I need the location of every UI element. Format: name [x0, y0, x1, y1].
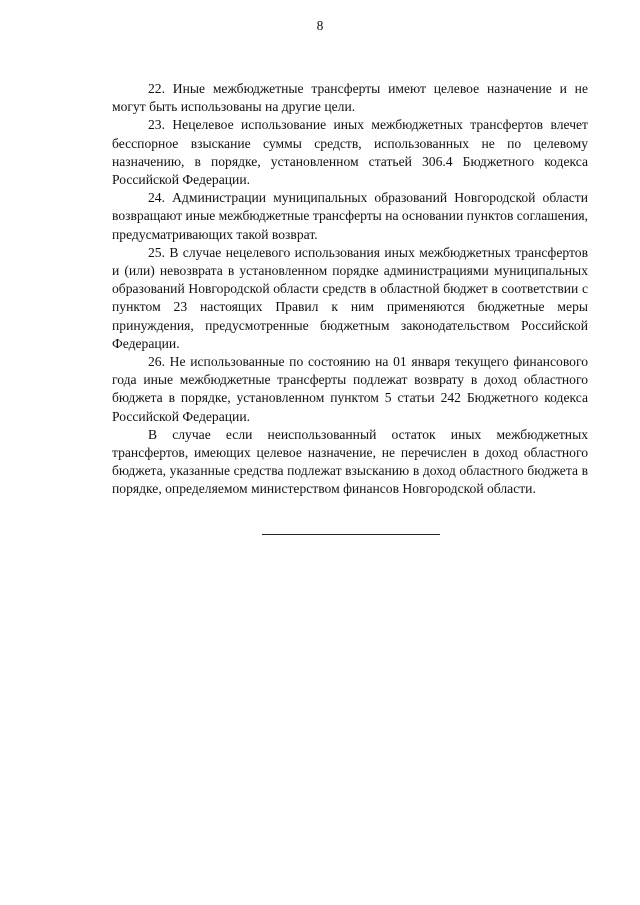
paragraph-26-continuation: В случае если неиспользованный остаток иных межбюджетных трансфертов, имеющих целевое назначение, не перечислен в доход областного бюджета, указанные средства подлежат взысканию в доход областного бюджета в порядке, определяемом министерством финансов Новгородской области. — [112, 426, 588, 497]
paragraph-23: 23. Нецелевое использование иных межбюджетных трансфертов влечет бесспорное взыскание суммы средств, использованных не по целевому назначению, в порядке, установленном статьей 306.4 Бюджетного кодекса Российской Федерации. — [112, 117, 588, 188]
paragraph-25: 25. В случае нецелевого использования иных межбюджетных трансфертов и (или) невозврата в установленном порядке администрациями муниципальных образований Новгородской области средств в областной бюджет в соответствии с пунктом 23 настоящих Правил к ним применяются бюджетные меры принуждения, предусмотренные бюджетным законодательством Российской Федерации. — [112, 244, 588, 351]
paragraph-22: 22. Иные межбюджетные трансферты имеют целевое назначение и не могут быть использованы на другие цели. — [112, 81, 588, 115]
document-body — [112, 80, 588, 499]
paragraph-24: 24. Администрации муниципальных образований Новгородской области возвращают иные межбюджетные трансферты на основании пунктов соглашения, предусматривающих такой возврат. — [112, 190, 589, 242]
end-separator-line — [262, 534, 440, 535]
page-number: 8 — [316, 18, 324, 33]
paragraph-26: 26. Не использованные по состоянию на 01 января текущего финансового года иные межбюджетные трансферты подлежат возврату в доход областного бюджета в порядке, установленном пунктом 5 статьи 242 Бюджетного кодекса Российской Федерации. — [112, 354, 588, 424]
